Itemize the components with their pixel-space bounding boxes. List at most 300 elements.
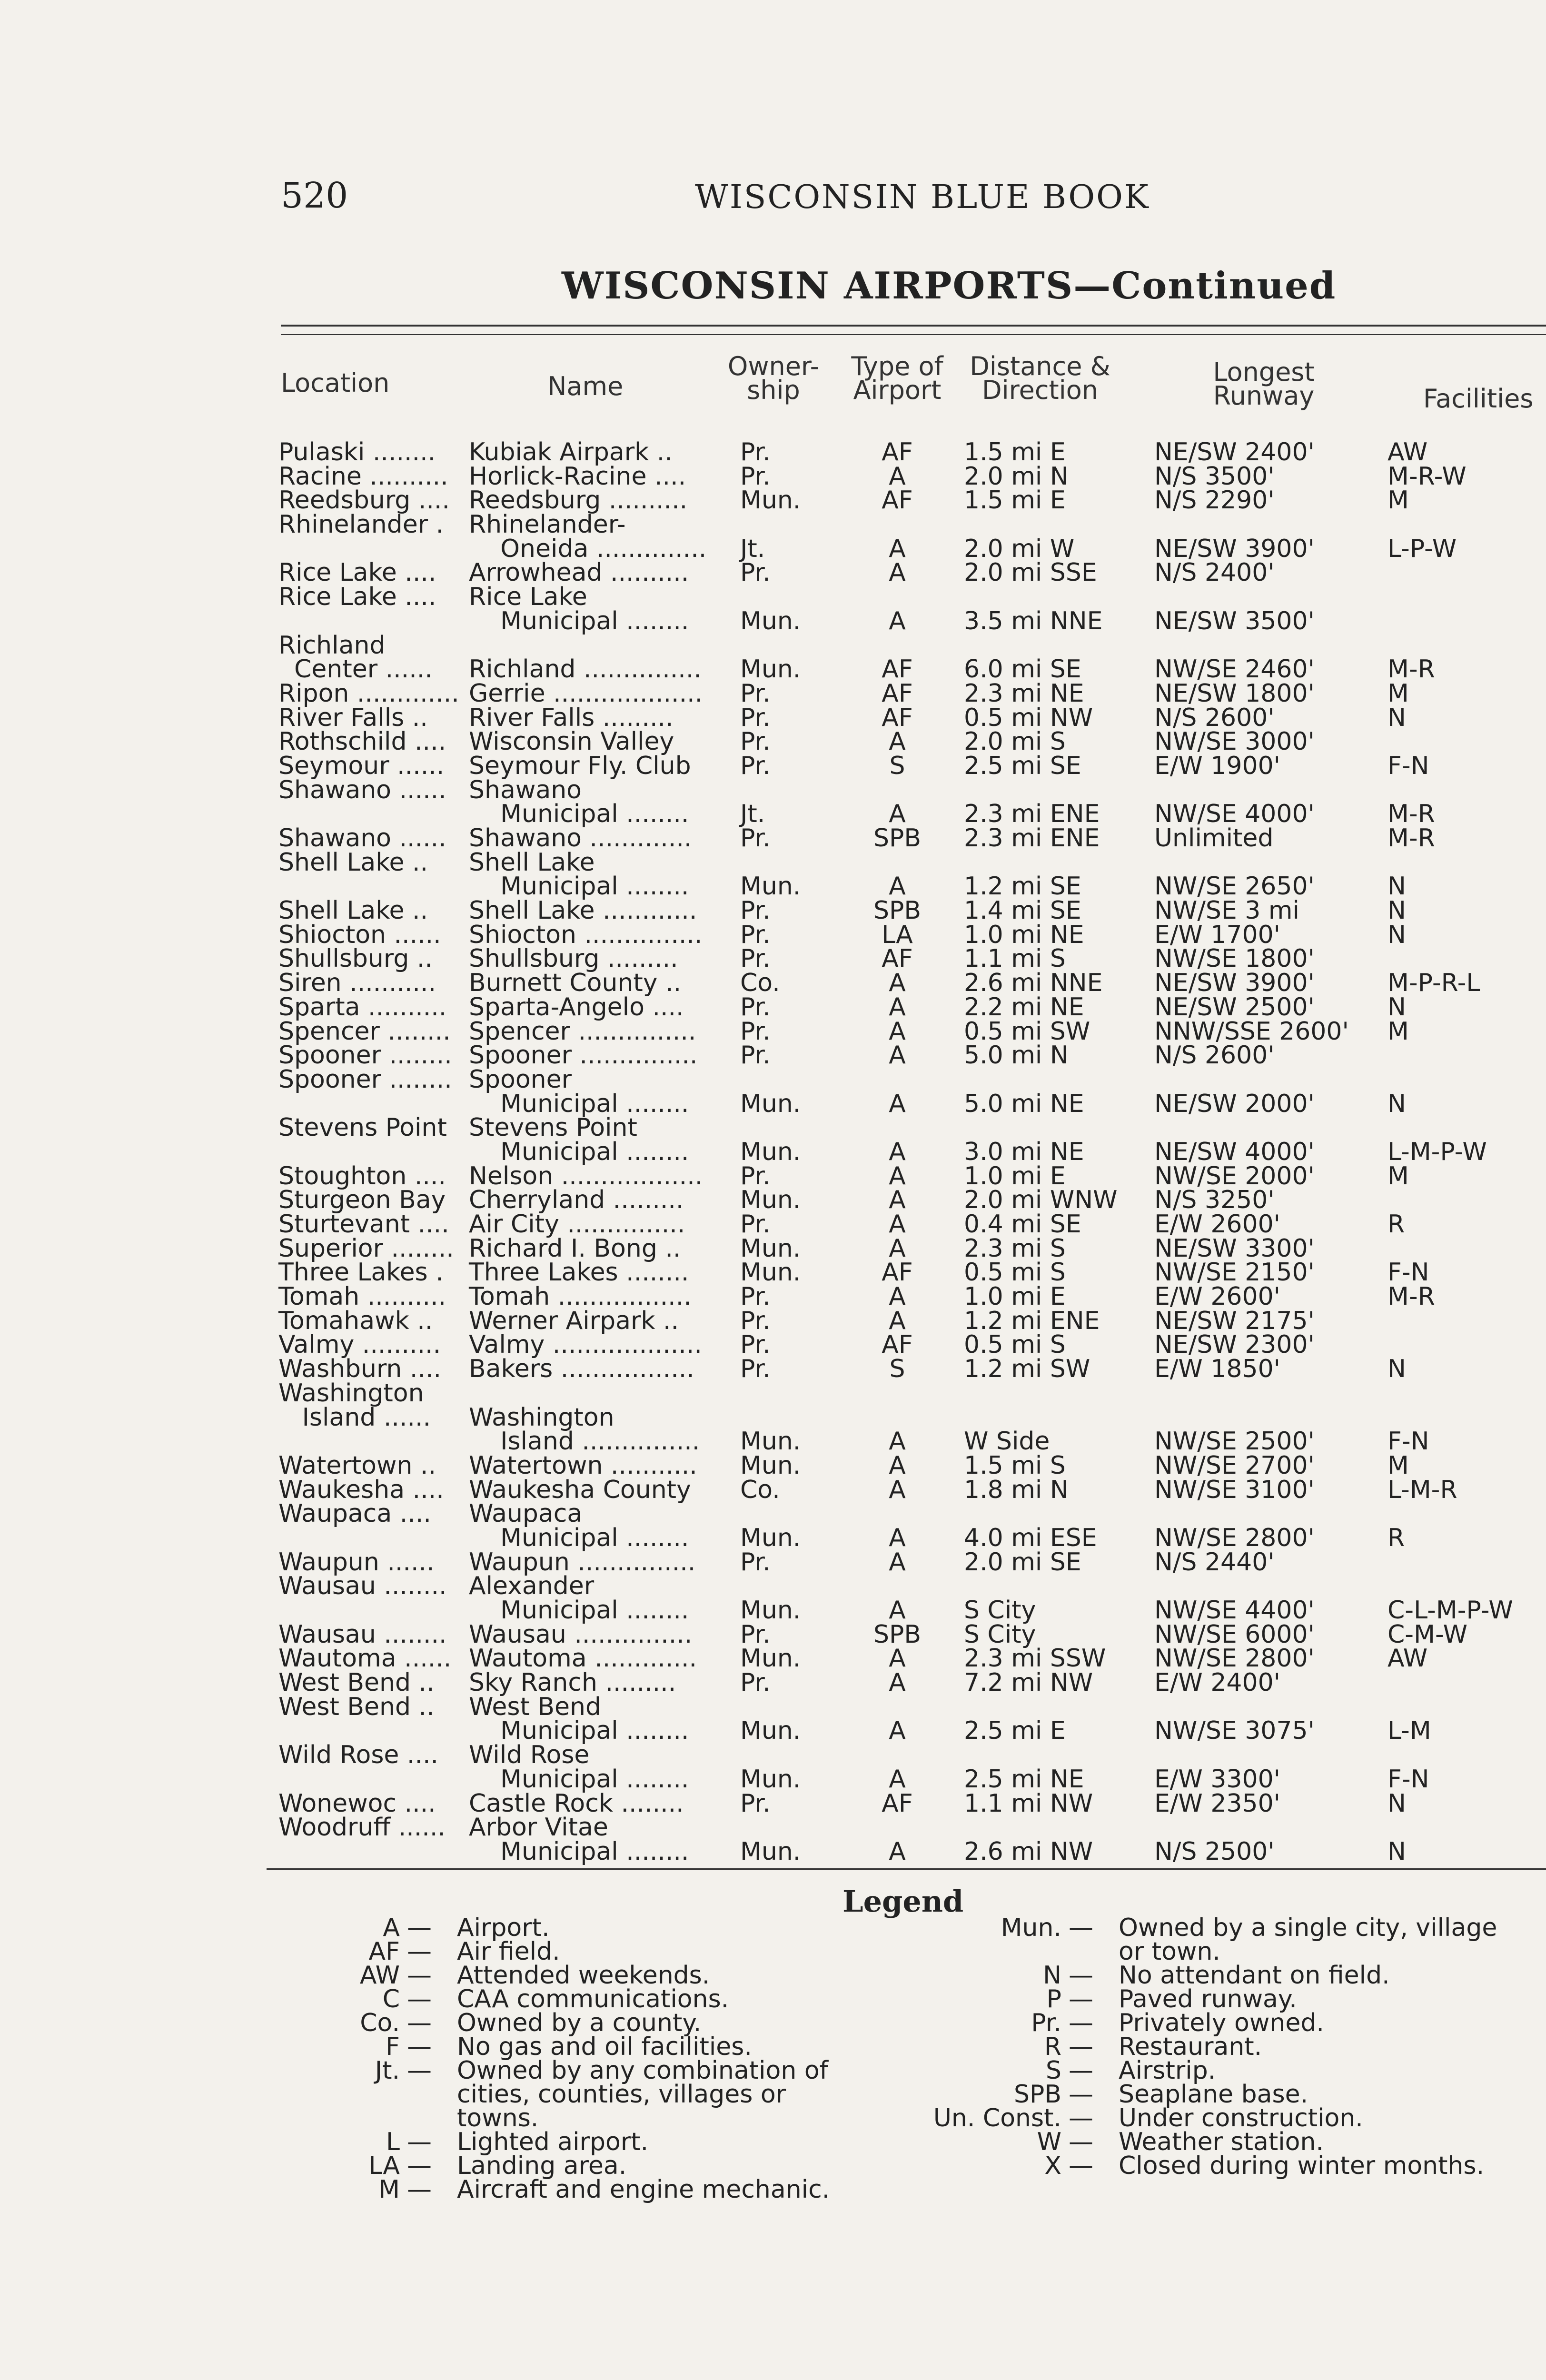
legend-text: Paved runway. <box>1119 1985 1297 2013</box>
cell-loc: Reedsburg .... <box>278 486 450 515</box>
cell-own: Mun. <box>740 1234 801 1263</box>
cell-fac: N <box>1387 1837 1406 1866</box>
legend-code: P <box>1046 1985 1061 2013</box>
cell-name: River Falls ......... <box>469 703 674 732</box>
cell-dist: 1.0 mi NE <box>964 920 1084 949</box>
table-row <box>0 727 1546 756</box>
table-row <box>0 1815 1546 1840</box>
table-row <box>0 440 1546 465</box>
col-facilities <box>1423 384 1534 414</box>
cell-name: Cherryland ......... <box>469 1186 684 1215</box>
legend-dash: — <box>407 1985 432 2013</box>
cell-type: A <box>889 1644 906 1673</box>
cell-run: N/S 2600' <box>1154 1041 1275 1070</box>
cell-name: Shell Lake <box>469 848 595 877</box>
cell-loc: Racine .......... <box>278 462 448 491</box>
table-row <box>0 1355 1546 1384</box>
cell-type: A <box>889 1089 906 1118</box>
col-distance-line1: Distance & <box>970 351 1110 381</box>
table-row <box>0 1767 1546 1792</box>
col-type-line1: Type of <box>851 351 943 381</box>
cell-run: E/W 3300' <box>1154 1765 1280 1794</box>
cell-type: A <box>889 1837 906 1866</box>
cell-run: NE/SW 2175' <box>1154 1306 1315 1335</box>
legend-text: Weather station. <box>1119 2128 1324 2156</box>
cell-fac: F-N <box>1387 1427 1429 1456</box>
legend-text: CAA communications. <box>457 1985 729 2013</box>
cell-own: Pr. <box>740 558 771 587</box>
table-row <box>0 1646 1546 1671</box>
cell-fac: M <box>1387 1161 1409 1190</box>
cell-name: Reedsburg .......... <box>469 486 688 515</box>
cell-own: Pr. <box>740 920 771 949</box>
legend-code: Mun. <box>1001 1914 1061 1942</box>
cell-loc: Shullsburg .. <box>278 944 433 973</box>
cell-type: A <box>889 1451 906 1480</box>
legend-code: L <box>386 2128 400 2156</box>
cell-dist: 1.2 mi ENE <box>964 1306 1100 1335</box>
legend-text: Restaurant. <box>1119 2033 1262 2061</box>
legend-text: Lighted airport. <box>457 2128 649 2156</box>
cell-dist: 4.0 mi ESE <box>964 1523 1097 1552</box>
cell-run: NE/SW 3900' <box>1154 969 1315 998</box>
cell-own: Co. <box>740 1475 780 1504</box>
legend-item <box>267 1916 933 1940</box>
cell-type: SPB <box>873 1620 922 1649</box>
table-row <box>0 1451 1546 1480</box>
cell-run: NE/SW 2000' <box>1154 1089 1315 1118</box>
cell-fac: N <box>1387 896 1406 925</box>
cell-type: A <box>889 1306 906 1335</box>
cell-name: Three Lakes ........ <box>469 1258 689 1287</box>
cell-loc: Center ...... <box>278 655 433 684</box>
cell-name: Municipal ........ <box>469 1716 689 1745</box>
cell-run: E/W 2400' <box>1154 1668 1280 1697</box>
table-row <box>0 775 1546 804</box>
cell-own: Pr. <box>740 944 771 973</box>
cell-own: Pr. <box>740 727 771 756</box>
cell-loc: Watertown .. <box>278 1451 436 1480</box>
cell-loc: West Bend .. <box>278 1668 435 1697</box>
cell-own: Mun. <box>740 1523 801 1552</box>
cell-name: Municipal ........ <box>469 1089 689 1118</box>
cell-fac: N <box>1387 992 1406 1021</box>
cell-run: N/S 3500' <box>1154 462 1275 491</box>
cell-run: NNW/SSE 2600' <box>1154 1017 1349 1046</box>
cell-run: NW/SE 2460' <box>1154 655 1315 684</box>
cell-run: E/W 1850' <box>1154 1355 1280 1384</box>
cell-run: NE/SW 3300' <box>1154 1234 1315 1263</box>
cell-own: Pr. <box>740 1161 771 1190</box>
legend-dash: — <box>1069 2009 1093 2037</box>
cell-loc: Spooner ........ <box>278 1041 452 1070</box>
cell-loc: Sturgeon Bay <box>278 1186 446 1215</box>
legend-code: Jt. <box>375 2056 400 2085</box>
cell-dist: 1.5 mi E <box>964 438 1066 466</box>
cell-dist: 2.0 mi N <box>964 462 1069 491</box>
cell-own: Pr. <box>740 896 771 925</box>
col-name <box>547 371 624 401</box>
cell-own: Pr. <box>740 992 771 1021</box>
cell-loc: Wonewoc .... <box>278 1789 436 1818</box>
legend-item <box>267 1987 933 2011</box>
cell-type: A <box>889 992 906 1021</box>
cell-type: A <box>889 462 906 491</box>
cell-fac: C-M-W <box>1387 1620 1468 1649</box>
table-header <box>0 351 1546 440</box>
table-row <box>0 800 1546 829</box>
cell-dist: 1.0 mi E <box>964 1282 1066 1311</box>
cell-fac: M-R <box>1387 800 1435 829</box>
table-row <box>0 534 1546 563</box>
legend-item <box>267 2175 933 2204</box>
table-row <box>0 1137 1546 1166</box>
cell-loc: Wausau ........ <box>278 1572 447 1601</box>
cell-run: NW/SE 2000' <box>1154 1161 1315 1190</box>
col-facilities-label: Facilities <box>1423 384 1534 414</box>
cell-run: NW/SE 2700' <box>1154 1451 1315 1480</box>
cell-name: Wild Rose <box>469 1741 590 1770</box>
cell-fac: N <box>1387 872 1406 901</box>
cell-own: Pr. <box>740 438 771 466</box>
legend-code: A <box>383 1914 400 1942</box>
table-row <box>0 1789 1546 1818</box>
cell-type: AF <box>882 1789 913 1818</box>
cell-name: Washington <box>469 1403 614 1432</box>
legend-item <box>928 2130 1546 2154</box>
cell-name: Municipal ........ <box>469 1837 689 1866</box>
col-ownership <box>726 351 821 405</box>
cell-type: AF <box>882 655 913 684</box>
cell-dist: 1.5 mi S <box>964 1451 1066 1480</box>
cell-run: NE/SW 4000' <box>1154 1137 1315 1166</box>
legend-dash: — <box>407 2128 432 2156</box>
table-row <box>0 1429 1546 1454</box>
cell-own: Mun. <box>740 1427 801 1456</box>
cell-name: Richland ............... <box>469 655 702 684</box>
table-row <box>0 1260 1546 1285</box>
cell-run: E/W 2350' <box>1154 1789 1280 1818</box>
legend-code: Un. Const. <box>933 2104 1061 2132</box>
cell-loc: Rice Lake .... <box>278 583 436 612</box>
legend-dash: — <box>1069 2080 1093 2109</box>
table-row <box>0 1113 1546 1142</box>
legend-text: Under construction. <box>1119 2104 1363 2132</box>
cell-type: A <box>889 969 906 998</box>
table-row <box>0 1668 1546 1697</box>
cell-fac: AW <box>1387 1644 1428 1673</box>
cell-type: AF <box>882 1330 913 1359</box>
legend-title: Legend <box>842 1884 964 1919</box>
cell-name: Rice Lake <box>469 583 587 612</box>
legend-item <box>928 1916 1546 1964</box>
header-rule-top <box>281 325 1546 327</box>
cell-run: E/W 1900' <box>1154 751 1280 780</box>
cell-name: Spooner ............... <box>469 1041 698 1070</box>
cell-dist: 0.5 mi S <box>964 1330 1066 1359</box>
cell-name: Municipal ........ <box>469 1596 689 1625</box>
legend-dash: — <box>1069 2056 1093 2085</box>
legend-right-column <box>928 1916 1546 2178</box>
cell-run: NE/SW 2500' <box>1154 992 1315 1021</box>
cell-name: Sky Ranch ......... <box>469 1668 676 1697</box>
cell-own: Mun. <box>740 1258 801 1287</box>
legend-text: Owned by a single city, village or town. <box>1119 1914 1497 1966</box>
legend-item <box>267 2130 933 2154</box>
cell-name: Stevens Point <box>469 1113 637 1142</box>
cell-run: NW/SE 2800' <box>1154 1523 1315 1552</box>
legend-dash: — <box>1069 1985 1093 2013</box>
cell-dist: 1.4 mi SE <box>964 896 1081 925</box>
cell-loc: Waukesha .... <box>278 1475 444 1504</box>
cell-own: Pr. <box>740 824 771 853</box>
cell-type: AF <box>882 486 913 515</box>
cell-type: AF <box>882 1258 913 1287</box>
cell-name: Waukesha County <box>469 1475 691 1504</box>
cell-name: Shawano ............. <box>469 824 692 853</box>
cell-fac: L-M-R <box>1387 1475 1457 1504</box>
col-distance-line2: Direction <box>982 375 1098 405</box>
cell-dist: S City <box>964 1620 1036 1649</box>
legend-text: Air field. <box>457 1937 560 1966</box>
cell-name: Spencer ............... <box>469 1017 696 1046</box>
legend-code: S <box>1045 2056 1061 2085</box>
cell-name: Gerrie ................... <box>469 679 703 708</box>
table-row <box>0 488 1546 513</box>
page-number: 520 <box>281 175 348 216</box>
cell-dist: 3.5 mi NNE <box>964 606 1103 635</box>
legend-code: C <box>382 1985 400 2013</box>
cell-fac: F-N <box>1387 1258 1429 1287</box>
cell-dist: 1.1 mi S <box>964 944 1066 973</box>
cell-name: Wisconsin Valley <box>469 727 674 756</box>
legend-dash: — <box>407 1937 432 1966</box>
cell-fac: L-M <box>1387 1716 1431 1745</box>
table-row <box>0 1378 1546 1408</box>
cell-name: Waupun ............... <box>469 1547 696 1577</box>
cell-name: Municipal ........ <box>469 1137 689 1166</box>
col-ownership-line2: ship <box>747 375 800 405</box>
cell-type: A <box>889 606 906 635</box>
table-row <box>0 583 1546 612</box>
table-row <box>0 1475 1546 1504</box>
table-row <box>0 1837 1546 1866</box>
table-row <box>0 1282 1546 1311</box>
cell-fac: R <box>1387 1523 1405 1552</box>
table-row <box>0 826 1546 851</box>
cell-loc: Shawano ...... <box>278 775 446 804</box>
cell-own: Pr. <box>740 1547 771 1577</box>
cell-own: Pr. <box>740 1355 771 1384</box>
legend-item <box>928 2035 1546 2059</box>
legend-code: LA <box>368 2152 400 2180</box>
cell-dist: 2.5 mi SE <box>964 751 1081 780</box>
cell-name: Wausau ............... <box>469 1620 693 1649</box>
cell-type: LA <box>882 920 913 949</box>
col-runway <box>1190 357 1338 411</box>
cell-run: NE/SW 3500' <box>1154 606 1315 635</box>
cell-run: NW/SE 3000' <box>1154 727 1315 756</box>
cell-run: NW/SE 6000' <box>1154 1620 1315 1649</box>
cell-own: Pr. <box>740 1668 771 1697</box>
table-row <box>0 1741 1546 1770</box>
cell-loc: Pulaski ........ <box>278 438 436 466</box>
cell-type: S <box>889 1355 905 1384</box>
cell-own: Pr. <box>740 462 771 491</box>
cell-dist: 5.0 mi N <box>964 1041 1069 1070</box>
cell-dist: 1.2 mi SE <box>964 872 1081 901</box>
cell-dist: S City <box>964 1596 1036 1625</box>
legend-text: Privately owned. <box>1119 2009 1324 2037</box>
cell-fac: N <box>1387 1355 1406 1384</box>
cell-type: A <box>889 1475 906 1504</box>
cell-run: NE/SW 3900' <box>1154 534 1315 563</box>
cell-name: Wautoma ............. <box>469 1644 697 1673</box>
legend-text: Airstrip. <box>1119 2056 1216 2085</box>
legend-dash: — <box>407 1914 432 1942</box>
table-row <box>0 1499 1546 1528</box>
cell-name: Nelson .................. <box>469 1161 703 1190</box>
cell-loc: Stoughton .... <box>278 1161 446 1190</box>
legend-text: Seaplane base. <box>1119 2080 1308 2109</box>
legend-code: R <box>1044 2033 1061 2061</box>
cell-loc: Waupaca .... <box>278 1499 431 1528</box>
cell-run: N/S 2290' <box>1154 486 1275 515</box>
cell-own: Jt. <box>740 800 765 829</box>
cell-dist: 2.6 mi NNE <box>964 969 1103 998</box>
cell-loc: Sturtevant .... <box>278 1210 449 1239</box>
cell-type: AF <box>882 703 913 732</box>
col-location <box>281 368 390 398</box>
cell-fac: M-R-W <box>1387 462 1467 491</box>
cell-own: Pr. <box>740 751 771 780</box>
table-row <box>0 703 1546 732</box>
cell-dist: 1.8 mi N <box>964 1475 1069 1504</box>
legend-code: Pr. <box>1031 2009 1061 2037</box>
cell-loc: River Falls .. <box>278 703 428 732</box>
cell-loc: Sparta .......... <box>278 992 447 1021</box>
cell-own: Pr. <box>740 703 771 732</box>
legend-dash: — <box>407 2033 432 2061</box>
cell-loc: Stevens Point <box>278 1113 447 1142</box>
cell-fac: M <box>1387 486 1409 515</box>
cell-dist: W Side <box>964 1427 1050 1456</box>
cell-own: Mun. <box>740 1596 801 1625</box>
table-row <box>0 462 1546 491</box>
cell-own: Mun. <box>740 1186 801 1215</box>
cell-type: A <box>889 1668 906 1697</box>
col-distance <box>961 351 1119 405</box>
legend-dash: — <box>407 1961 432 1990</box>
table-row <box>0 1330 1546 1359</box>
legend-item <box>267 2154 933 2178</box>
cell-run: N/S 2500' <box>1154 1837 1275 1866</box>
cell-own: Pr. <box>740 1017 771 1046</box>
cell-dist: 2.3 mi NE <box>964 679 1084 708</box>
cell-run: N/S 2440' <box>1154 1547 1275 1577</box>
legend-text: Aircraft and engine mechanic. <box>457 2175 830 2204</box>
cell-name: Municipal ........ <box>469 1765 689 1794</box>
cell-dist: 1.1 mi NW <box>964 1789 1093 1818</box>
legend-code: W <box>1037 2128 1061 2156</box>
cell-name: Richard I. Bong .. <box>469 1234 681 1263</box>
table-row <box>0 874 1546 899</box>
cell-loc: Superior ........ <box>278 1234 454 1263</box>
cell-own: Pr. <box>740 679 771 708</box>
cell-name: Werner Airpark .. <box>469 1306 679 1335</box>
cell-fac: M <box>1387 1017 1409 1046</box>
table-row <box>0 1043 1546 1068</box>
cell-fac: M-R <box>1387 1282 1435 1311</box>
cell-loc: Rothschild .... <box>278 727 446 756</box>
legend-dash: — <box>407 2009 432 2037</box>
legend-text: Landing area. <box>457 2152 627 2180</box>
cell-own: Mun. <box>740 655 801 684</box>
legend-item <box>928 1961 1546 1990</box>
cell-type: A <box>889 558 906 587</box>
cell-run: NW/SE 4000' <box>1154 800 1315 829</box>
cell-fac: R <box>1387 1210 1405 1239</box>
cell-dist: 7.2 mi NW <box>964 1668 1093 1697</box>
legend-item <box>267 2011 933 2035</box>
cell-own: Pr. <box>740 1210 771 1239</box>
cell-type: AF <box>882 438 913 466</box>
cell-type: AF <box>882 679 913 708</box>
table-title: WISCONSIN AIRPORTS—Continued <box>562 264 1337 307</box>
cell-loc: Island ...... <box>278 1403 431 1432</box>
legend-text: Attended weekends. <box>457 1961 710 1990</box>
legend-item <box>267 2056 933 2132</box>
cell-fac: L-P-W <box>1387 534 1457 563</box>
cell-loc: Three Lakes . <box>278 1258 444 1287</box>
cell-dist: 2.3 mi ENE <box>964 800 1100 829</box>
cell-name: Burnett County .. <box>469 969 682 998</box>
table-row <box>0 1161 1546 1190</box>
header-rule-bottom <box>281 334 1546 335</box>
table-row <box>0 896 1546 925</box>
cell-own: Jt. <box>740 534 765 563</box>
cell-name: Spooner <box>469 1065 572 1094</box>
cell-dist: 2.3 mi SSW <box>964 1644 1106 1673</box>
cell-run: NW/SE 2150' <box>1154 1258 1315 1287</box>
cell-dist: 1.5 mi E <box>964 486 1066 515</box>
cell-dist: 0.4 mi SE <box>964 1210 1081 1239</box>
cell-loc: Ripon ............. <box>278 679 459 708</box>
cell-own: Mun. <box>740 1765 801 1794</box>
col-runway-line2: Runway <box>1213 381 1315 411</box>
cell-loc: Rhinelander . <box>278 510 444 539</box>
cell-loc: Shell Lake .. <box>278 896 428 925</box>
cell-run: N/S 3250' <box>1154 1186 1275 1215</box>
cell-name: Shawano <box>469 775 582 804</box>
cell-dist: 2.5 mi NE <box>964 1765 1084 1794</box>
cell-run: E/W 2600' <box>1154 1282 1280 1311</box>
cell-loc: Woodruff ...... <box>278 1813 446 1842</box>
cell-name: Oneida .............. <box>469 534 707 563</box>
legend-code: N <box>1043 1961 1061 1990</box>
cell-name: Bakers ................. <box>469 1355 694 1384</box>
cell-dist: 2.0 mi S <box>964 727 1066 756</box>
cell-own: Mun. <box>740 1137 801 1166</box>
cell-own: Mun. <box>740 486 801 515</box>
legend-dash: — <box>407 2152 432 2180</box>
cell-name: Seymour Fly. Club <box>469 751 691 780</box>
table-row <box>0 848 1546 877</box>
cell-type: A <box>889 1596 906 1625</box>
cell-type: A <box>889 727 906 756</box>
cell-name: Air City ............... <box>469 1210 685 1239</box>
cell-run: NW/SE 2650' <box>1154 872 1315 901</box>
